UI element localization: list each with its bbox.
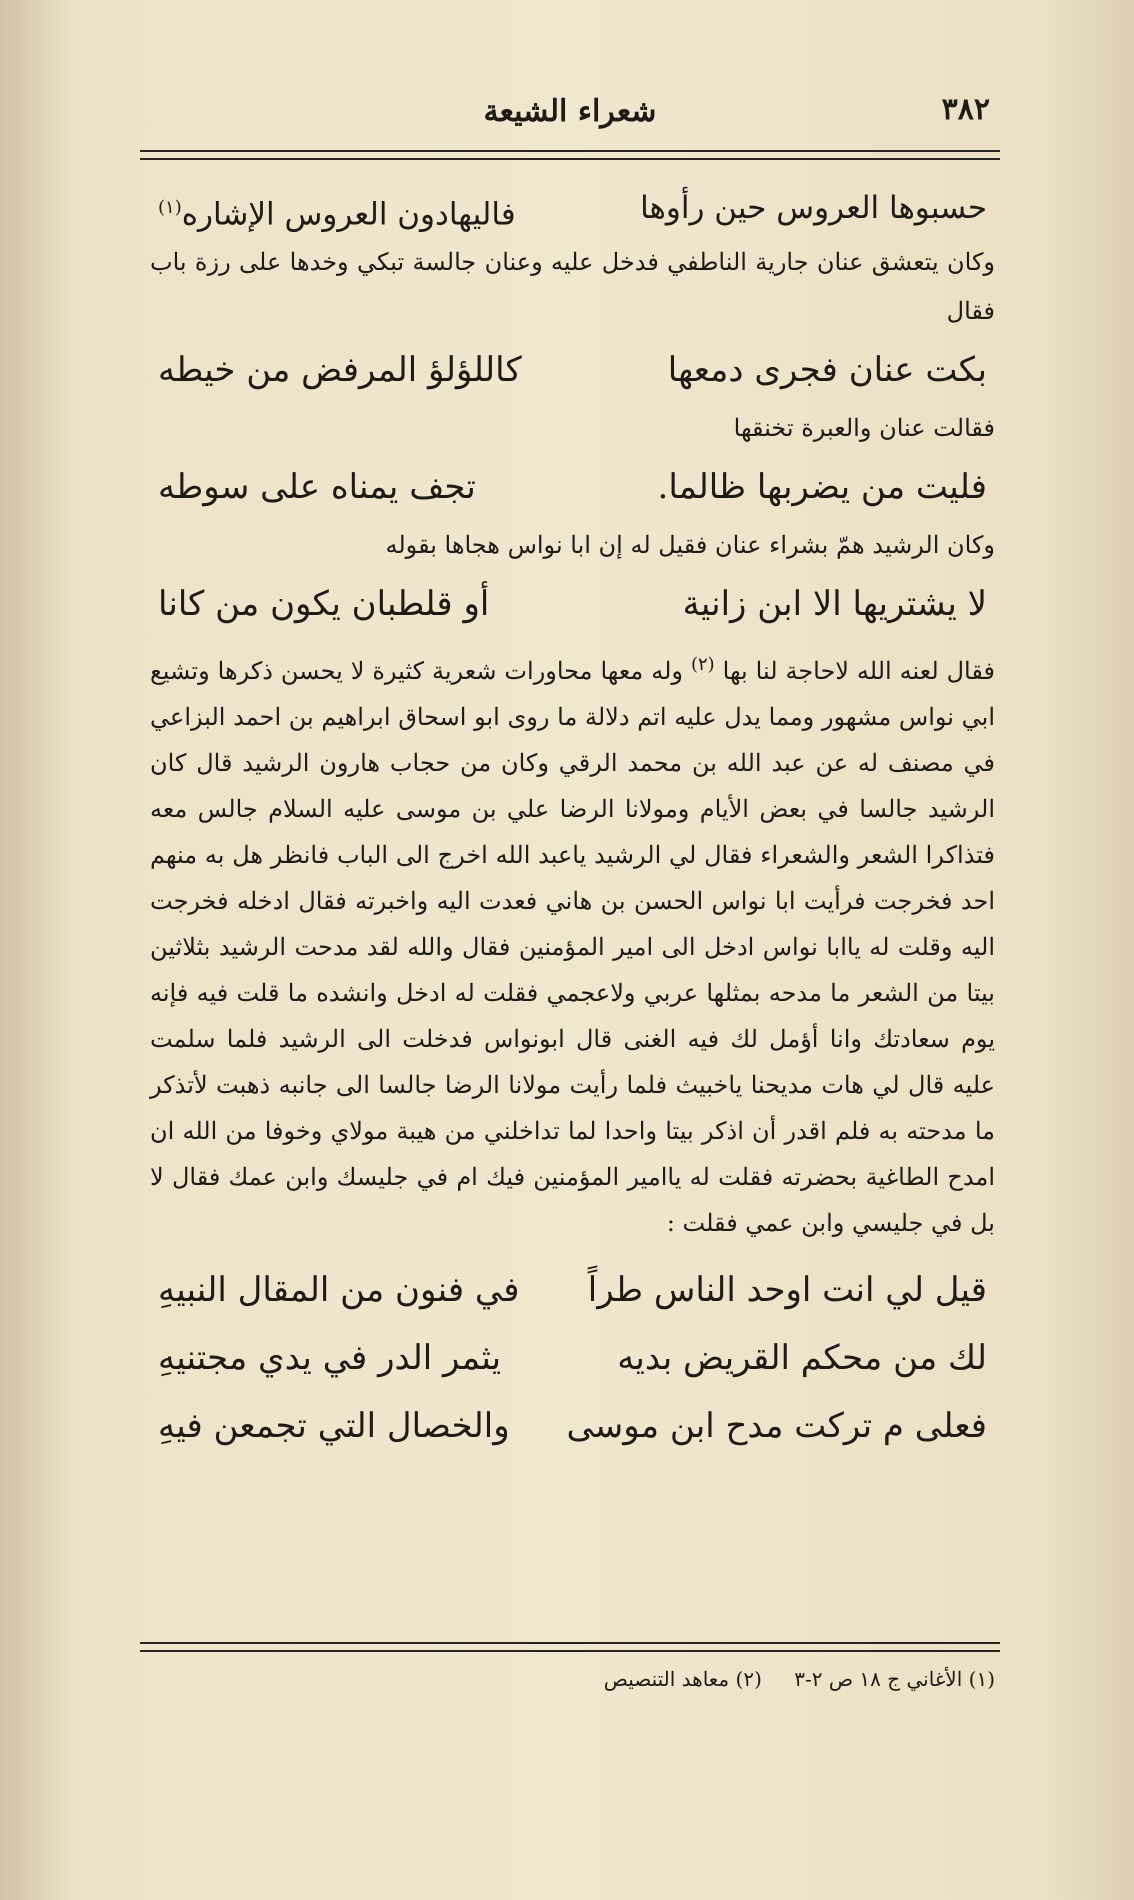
poem-verse [150, 1256, 995, 1324]
prose-paragraph: وكان الرشيد همّ بشراء عنان فقيل له إن ابا نواس هجاها بقوله [385, 531, 995, 559]
poem-verse [150, 1324, 995, 1392]
footnote-1: (١) الأغاني ج ١٨ ص ٢-٣ [794, 1667, 995, 1691]
verse-left-hemistich [158, 178, 516, 238]
verse-left-hemistich: في فنون من المقال النبيهِ [158, 1270, 520, 1310]
verse-left-hemistich: أو قلطبان يكون من كانا [158, 584, 490, 624]
footnote-marker-2: (٢) [690, 654, 715, 675]
binding-shadow [0, 0, 70, 1900]
verse-line [150, 336, 995, 404]
verse-right-hemistich: بكت عنان فجرى دمعها [667, 350, 987, 390]
verse-right-hemistich: لك من محكم القريض بديه [617, 1338, 987, 1378]
verse-left-hemistich: يثمر الدر في يدي مجتنيهِ [158, 1338, 502, 1378]
verse-left-hemistich: والخصال التي تجمعن فيهِ [158, 1406, 510, 1446]
footnote-2: (٢) معاهد التنصيص [603, 1667, 762, 1691]
verse-right-hemistich: فليت من يضربها ظالما. [657, 467, 987, 507]
verse-right-hemistich: لا يشتريها الا ابن زانية [682, 584, 987, 624]
prose-paragraph: وكان يتعشق عنان جارية الناطفي فدخل عليه وعنان جالسة تبكي وخدها على رزة باب فقال [150, 248, 995, 325]
verse-line [150, 570, 995, 638]
page-number: ٣٨٢ [941, 92, 990, 127]
footnote-rule [140, 1642, 1000, 1652]
verse-left-text: فاليهادون العروس الإشاره [181, 196, 516, 233]
page-body [150, 178, 995, 1460]
main-narrative [150, 642, 995, 1246]
footnotes [150, 1664, 995, 1694]
verse-left-hemistich: كاللؤلؤ المرفض من خيطه [158, 350, 522, 390]
verse-left-hemistich: تجف يمناه على سوطه [158, 467, 476, 507]
verse-right-hemistich: حسبوها العروس حين رأوها [640, 190, 987, 226]
verse-right-hemistich: قيل لي انت اوحد الناس طراً [587, 1270, 987, 1310]
prose-paragraph: فقالت عنان والعبرة تخنقها [733, 414, 995, 442]
verse-line [150, 453, 995, 521]
poem-verse [150, 1392, 995, 1460]
narrative-start: فقال لعنه الله لاحاجة لنا بها [722, 657, 995, 685]
narrative-body: وله معها محاورات شعرية كثيرة لا يحسن ذكرها وتشيع ابي نواس مشهور ومما يدل عليه اتم دلالة ما روى ابو اسحاق ابراهيم بن احمد البزاعي في مصنف له عن عبد الله بن محمد الرقي وكان من حجاب هارون الرشيد قال كان الرشيد جالسا في بعض الأيام ومولانا الرضا علي بن موسى عليه السلام جالس معه فتذاكرا الشعر والشعراء فقال لي الرشيد ياعبد الله اخرج الى الباب فانظر هل به منهم احد فخرجت فرأيت ابا نواس الحسن بن هاني فعدت اليه واخبرته فقال ادخله فخرجت اليه وقلت له ياابا نواس ادخل الى امير المؤمنين فقال والله لقد مدحت الرشيد بثلاثين بيتا من الشعر ما مدحه بمثلها عربي ولاعجمي فقلت له ادخل وانشده ما قلت فيه فإنه يوم سعادتك وانا أؤمل لك فيه الغنى قال ابونواس فدخلت الى الرشيد فلما سلمت عليه قال لي هات مديحنا ياخبيث فلما رأيت مولانا الرضا جالسا الى جانبه ذهبت لأتذكر ما مدحته به فلم اقدر أن اذكر بيتا واحدا لما تداخلني من هيبة مولاي وخوفا من الله ان امدح الطاغية بحضرته فقلت له ياامير المؤمنين فيك ام في جليسك وابن عمك فقال لا بل في جليسي وابن عمي فقلت : [150, 657, 996, 1237]
footnote-marker-1: (١) [158, 197, 182, 218]
running-title: شعراء الشيعة [483, 94, 657, 129]
page-header [140, 92, 1000, 142]
verse-right-hemistich: فعلى م تركت مدح ابن موسى [566, 1406, 987, 1446]
verse-line [150, 178, 995, 238]
header-rule [140, 150, 1000, 160]
